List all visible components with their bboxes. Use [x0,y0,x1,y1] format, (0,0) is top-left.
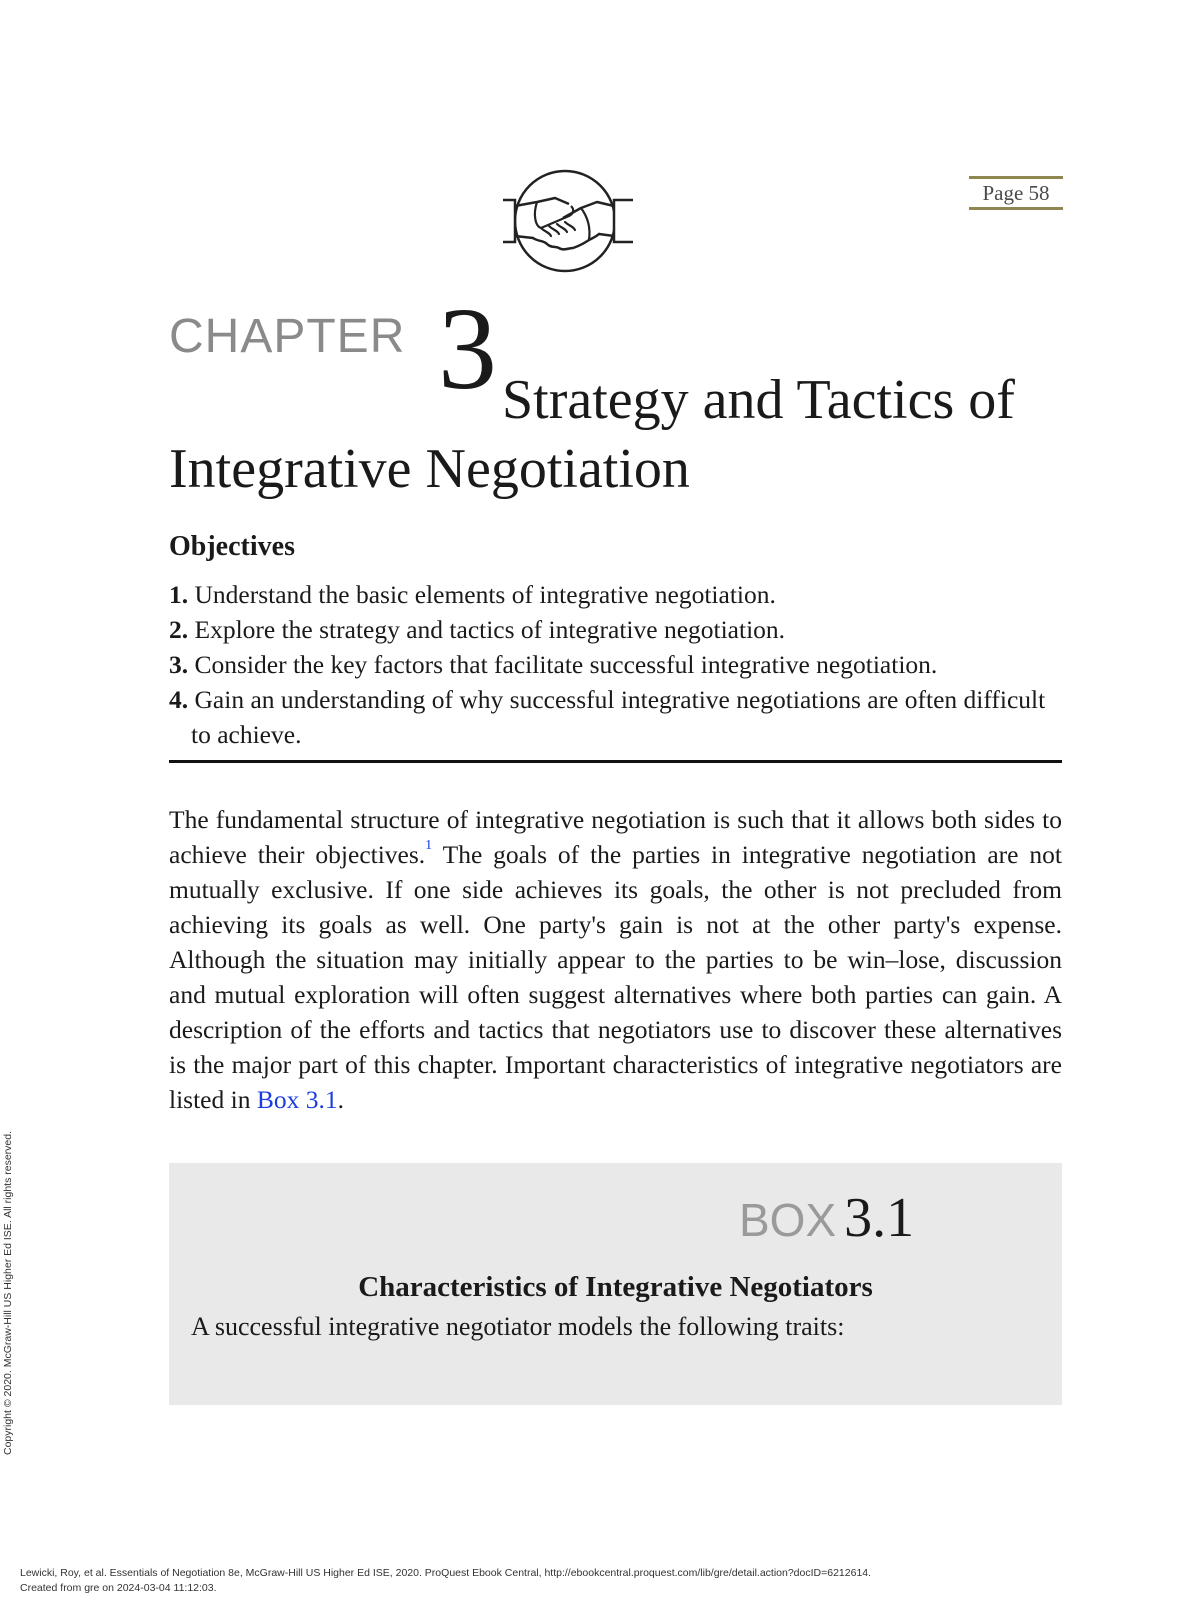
citation-line1: Lewicki, Roy, et al. Essentials of Negotiation 8e, McGraw-Hill US Higher Ed ISE, 2020. ProQuest Ebook Central, http://ebookcentral.proquest.com/lib/gre/detail.action?docID=6212614. [20,1567,872,1579]
body-text-middle: The goals of the parties in integrative negotiation are not mutually exclusive. If one side achieves its goals, the other is not precluded from achieving its goals as well. One party's gain is not at the other party's expense. Although the situation may initially appear to the parties to be win–lose, discussion and mutual exploration will often suggest alternatives where both parties can gain. A description of the efforts and tactics that negotiators use to discover these alternatives is the major part of this chapter. Important characteristics of integrative negotiators are listed in [169,840,1062,1114]
page-number-label: Page 58 [969,176,1063,210]
objective-item [169,647,1069,682]
body-text-end: . [337,1085,344,1114]
handshake-icon [503,168,633,280]
body-text-start: The fundamental structure of integrative negotiation is such that it allows both sides to achieve their objectives. [169,805,1062,869]
objectives-list [169,577,1069,752]
box-title: Characteristics of Integrative Negotiators [358,1271,873,1303]
objective-item [169,682,1069,752]
chapter-title-line2: Integrative Negotiation [169,438,690,500]
footnote-ref-link[interactable]: 1 [425,838,433,853]
objective-item [169,577,1069,612]
citation-footer [20,1566,871,1596]
objective-number: 1. [169,580,189,609]
citation-line2: Created from gre on 2024-03-04 11:12:03. [20,1582,217,1594]
box-label-word: BOX [739,1194,837,1246]
chapter-word: CHAPTER [169,310,406,363]
copyright-text: Copyright © 2020. McGraw-Hill US Higher Ed ISE. All rights reserved. [2,1130,14,1455]
body-paragraph [169,802,1062,1117]
objective-number: 4. [169,685,189,714]
objective-number: 2. [169,615,189,644]
objective-text: Understand the basic elements of integrative negotiation. [194,580,776,609]
chapter-number: 3 [438,283,497,414]
objectives-heading: Objectives [169,531,295,562]
box-label [739,1187,915,1249]
objective-number: 3. [169,650,189,679]
objective-text: Gain an understanding of why successful integrative negotiations are often difficult to achieve. [191,685,1046,749]
objectives-divider [169,760,1062,763]
objective-text: Consider the key factors that facilitate successful integrative negotiation. [194,650,938,679]
box-label-number: 3.1 [844,1187,915,1249]
objective-text: Explore the strategy and tactics of integrative negotiation. [194,615,786,644]
objective-item [169,612,1069,647]
box-intro-text: A successful integrative negotiator models the following traits: [191,1312,845,1341]
chapter-title-line1: Strategy and Tactics of [502,369,1015,431]
box-reference-link[interactable]: Box 3.1 [256,1085,338,1114]
